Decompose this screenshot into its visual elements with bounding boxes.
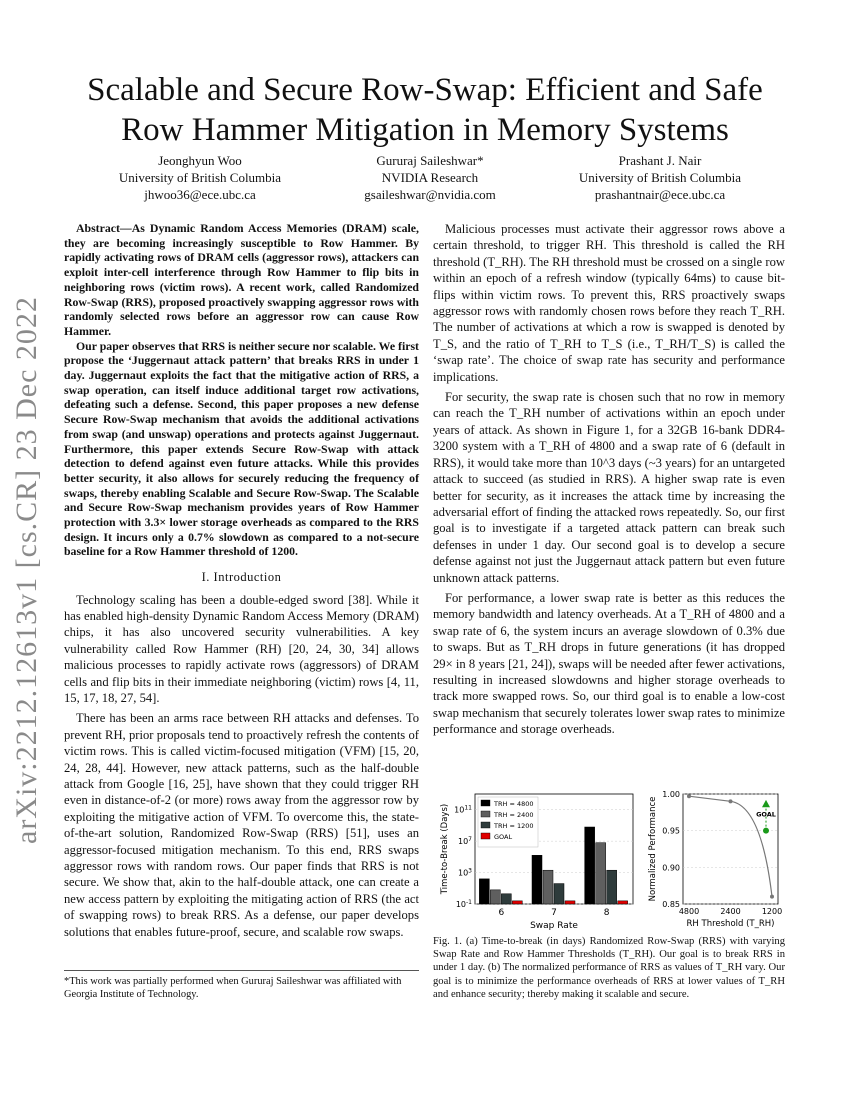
right-paragraph-2: For security, the swap rate is chosen such that no row in memory can reach the T_RH number of activations within an epoch under years of attack. As shown in Figure 1, for a 32GB 16-bank DDR4-3200 system with a T_RH of 4800 and a swap rate of 6 (default in RRS), it would take more than 10^3 days (~3 years) for an untargeted attack to succeed (as studied in RRS). A higher swap rate is even better for security, as it increases the attack time by increasing the adversarial effort of finding the attacked rows repeatedly. So, our first goal is to investigate if a targeted attack pattern can break such defenses in under 1 day. Our second goal is to develop a secure defense against not just the Juggernaut attack pattern but even future unknown attack patterns. [433,390,785,585]
footnote: *This work was partially performed when Gururaj Saileshwar was affiliated with Georgia Institute of Technology. [64,970,419,1001]
chart-a-bar [479,879,489,904]
chart-b-xtick-label: 1200 [761,907,783,916]
chart-a-ylabel: Time-to-Break (Days) [440,803,450,895]
chart-a-bar [565,901,575,904]
chart-b-xtick-label: 4800 [678,907,700,916]
chart-a-bar [618,901,628,904]
intro-paragraph-2: There has been an arms race between RH attacks and defenses. To prevent RH, prior proposals tend to proactively refresh the contents of victim rows. This is called victim-focused mitigation (VFM) [15, 20, 24, 28, 44]. However, new attack patterns, such as the half-double attack from Google [16, 25], have shown that they could trigger RH even in distance-of-2 (or more) rows away from the aggressor row by exploiting the mitigative action of VFM. To overcome this, the state-of-the-art solution, Randomized Row-Swap (RRS) [51], uses an aggressor-focused mitigation mechanism. To this end, RRS swaps aggressor rows with random rows. Our paper finds that RRS is not secure. We show that, akin to the half-double attack, one can create a new access pattern by exploiting the mitigating action of RRS (the act of swapping rows) to break RRS. As a defense, our paper develops solutions that enables future-proof, secure, and scalable row swaps. [64,711,419,939]
chart-a-xtick-label: 6 [498,908,505,918]
author-name: Jeonghyun Woo [158,153,242,168]
section-heading: I. Introduction [201,570,282,585]
author-affiliation: University of British Columbia [118,170,282,185]
title-line-2: Row Hammer Mitigation in Memory Systems [121,112,729,148]
author-email[interactable]: prashantnair@ece.ubc.ca [594,187,726,202]
chart-b-point [770,895,774,899]
right-paragraph-3: For performance, a lower swap rate is better as this reduces the memory bandwidth and latency overheads. At a T_RH of 4800 and a swap rate of 6, the system incurs an average slowdown of 0.3% due to swaps. But as T_RH drops in future generations (it has dropped 29× in 8 years [21, 24]), swaps will be needed after fewer activations, resulting in increased slowdowns and higher storage overheads to track more swapped rows. So, our third goal is to enable a low-cost swap mechanism that securely tolerates lower swap rates to minimize performance and storage overheads. [433,590,785,737]
left-column [64,221,419,944]
chart-a-bar [596,843,606,904]
arxiv-stamp: arXiv:2212.12613v1 [cs.CR] 23 Dec 2022 [10,296,43,844]
chart-b-xlabel: RH Threshold (T_RH) [686,919,775,929]
chart-a-ytick-label: $10^{11}$ [454,804,472,815]
abstract [64,221,419,559]
chart-a-legend-swatch [481,833,490,839]
chart-a-legend-label: TRH = 1200 [494,822,534,830]
chart-a-bar [543,870,553,904]
chart-a-xtick-label: 7 [551,908,557,918]
author-email[interactable]: jhwoo36@ece.ubc.ca [144,187,256,202]
chart-a-xlabel: Swap Rate [530,921,578,931]
chart-a-bar [501,894,511,904]
right-column [433,221,785,742]
chart-a-bar [532,855,542,904]
intro-paragraph-1: Technology scaling has been a double-edged sword [38]. While it has enabled high-density Dynamic Random Access Memory (DRAM) chips, it has also uncovered security vulnerabilities. A key vulnerability called Row Hammer (RH) [20, 24, 30, 34] allows malicious processes to rapidly activate rows (aggressors) of DRAM cells and flip bits in their immediate neighboring (victim) rows [4, 11, 15, 17, 18, 27, 54]. [64,592,419,706]
chart-b-goal-label: GOAL [756,810,776,819]
chart-a-xtick-label: 8 [603,908,610,918]
figure-caption: Fig. 1. (a) Time-to-break (in days) Randomized Row-Swap (RRS) with varying Swap Rate and Row Hammer Thresholds (T_RH). Our goal is to break RRS in under 1 day. (b) The normalized performance of RRS as values of T_RH vary. Our goal is to minimize the performance overheads of RRS at lower values of T_RH and enhance security; thereby making it scalable and secure. [433,936,785,1000]
author-affiliation: NVIDIA Research [381,170,479,185]
paper-title [60,70,790,150]
chart-b-point [687,794,691,798]
author-name: Prashant J. Nair [618,153,702,168]
figure-1-svg [433,786,785,936]
chart-a-ytick-label: $10^3$ [457,867,472,878]
author-1 [90,152,310,203]
author-3 [550,152,770,203]
chart-b-ytick-label: 0.85 [662,900,680,909]
author-name: Gururaj Saileshwar* [376,153,484,168]
chart-a-ytick-label: $10^{-1}$ [455,899,472,909]
title-line-1: Scalable and Secure Row-Swap: Efficient and Safe [87,72,763,108]
chart-a-legend-label: TRH = 4800 [494,800,534,808]
chart-a-legend-swatch [481,800,490,806]
intro-body [64,592,419,941]
chart-a-bar [490,890,500,904]
author-2 [320,152,540,203]
chart-a-bar [607,870,617,904]
chart-a-legend-label: GOAL [494,833,513,841]
chart-a-ytick-label: $10^7$ [457,836,472,847]
chart-b-goal-arrowhead [762,800,770,807]
chart-a-legend-label: TRH = 2400 [494,811,534,819]
chart-b-goal-marker [763,828,769,834]
chart-a-bar [585,827,595,904]
chart-a-legend-swatch [481,811,490,817]
chart-a-bar [554,884,564,904]
abstract-paragraph-2: Our paper observes that RRS is neither secure nor scalable. We first propose the ‘Juggernaut attack pattern’ that breaks RRS in under 1 day. Juggernaut exploits the fact that the mitigative action of RRS, a swap operation, can itself induce additional target row activations, defeating such a defense. Second, this paper proposes a new defense Secure Row-Swap mechanism that avoids the additional activations from swap (and unswap) operations and protects against Juggernaut. Furthermore, this paper extends Secure Row-Swap with attack detection to defend against even future attacks. While this provides better security, it also allows for securely reducing the frequency of swaps, thereby enabling Scalable and Secure Row-Swap. The Scalable and Secure Row-Swap mechanism provides years of Row Hammer protection with 3.3× lower storage overheads as compared to the RRS design. It incurs only a 0.7% slowdown as compared to a not-secure baseline for a Row Hammer threshold of 1200. [64,338,419,559]
author-email[interactable]: gsaileshwar@nvidia.com [364,187,496,202]
abstract-paragraph-1: Abstract—As Dynamic Random Access Memories (DRAM) scale, they are becoming increasingly susceptible to Row Hammer. By rapidly activating rows of DRAM cells (aggressor rows), attackers can exploit inter-cell interference through Row Hammer to flip bits in neighboring rows (victim rows). A recent work, called Randomized Row-Swap (RRS), proposed proactively swapping aggressor rows with randomly selected rows before an aggressor row can cause Row Hammer. [64,221,419,338]
chart-b-ytick-label: 0.95 [662,826,680,836]
chart-a-bar [512,901,522,904]
right-paragraph-1: Malicious processes must activate their aggressor rows above a certain threshold, to trigger RH. This threshold is called the RH threshold (T_RH). The RH threshold must be crossed on a single row within an epoch of a refresh window (typically 64ms) to cause bit-flips within victim rows. To prevent this, RRS proactively swaps aggressor rows with randomly chosen rows before they reach T_RH. The number of activations at which a row is swapped is denoted by T_S, and the ratio of T_RH to T_S (i.e., T_RH/T_S) is called the ‘swap rate’. The choice of swap rate has security and performance implications. [433,222,785,384]
chart-b-ylabel: Normalized Performance [648,796,658,902]
chart-a-legend-swatch [481,822,490,828]
chart-b-ytick-label: 0.90 [662,863,680,873]
figure-1 [433,786,785,936]
chart-b-point [729,799,733,803]
chart-b-xtick-label: 2400 [720,907,741,916]
chart-b-ytick-label: 1.00 [662,790,680,799]
author-affiliation: University of British Columbia [578,170,742,185]
author-block [90,152,770,203]
